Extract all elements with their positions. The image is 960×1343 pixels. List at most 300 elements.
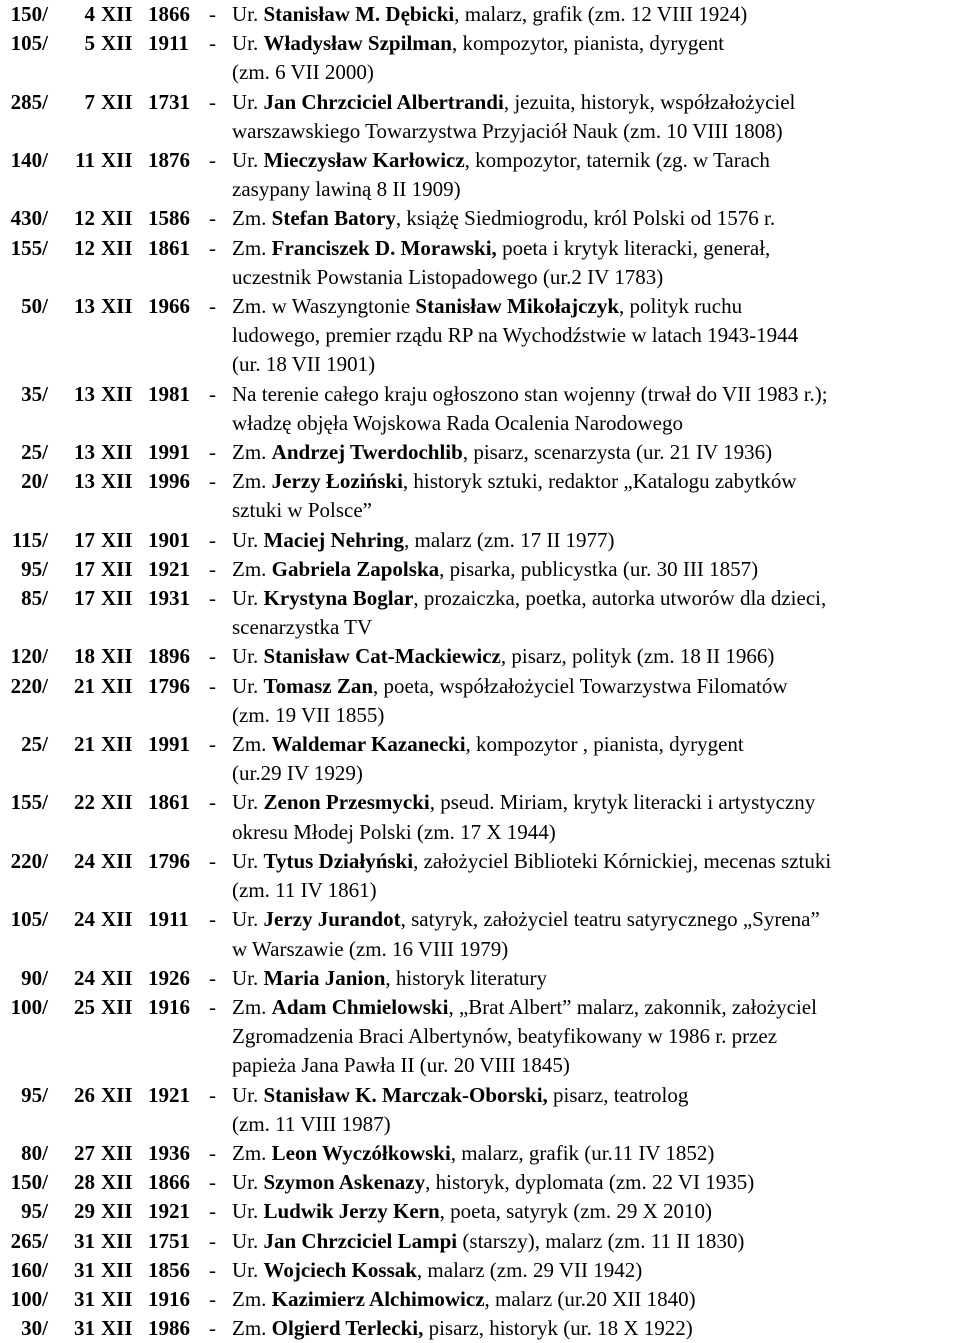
entry-date xyxy=(0,1314,232,1343)
anniversary-number: 160/ xyxy=(10,1257,48,1282)
entry-date xyxy=(0,964,232,993)
list-item xyxy=(0,1081,960,1139)
entry-year: 1911 xyxy=(148,31,189,56)
entry-day: 31 xyxy=(74,1316,95,1341)
list-item xyxy=(0,88,960,146)
entry-month: XII xyxy=(101,907,133,932)
entry-description: , pseud. Miriam, krytyk literacki i artystyczny okresu Młodej Polski (zm. 17 X 1944) xyxy=(232,790,816,844)
entry-day: 17 xyxy=(74,527,95,552)
entry-date xyxy=(0,555,232,584)
anniversary-number: 25/ xyxy=(21,440,48,465)
entry-prefix: Na terenie całego kraju ogłoszono stan wojenny (trwał do VII 1983 r.); władzę objęła Wojskowa Rada Ocalenia Narodowego xyxy=(232,381,828,435)
anniversary-number: 220/ xyxy=(10,848,48,873)
list-item xyxy=(0,234,960,292)
entry-year: 1926 xyxy=(148,965,190,990)
entry-day: 25 xyxy=(74,994,95,1019)
list-item xyxy=(0,555,960,584)
person-name: Franciszek D. Morawski, xyxy=(271,235,497,260)
entry-description: , malarz, grafik (zm. 12 VIII 1924) xyxy=(454,2,748,26)
person-name: Stefan Batory xyxy=(271,206,396,231)
list-item xyxy=(0,1197,960,1226)
entry-dash: - xyxy=(209,1140,216,1165)
entry-day: 26 xyxy=(74,1082,95,1107)
anniversary-number: 20/ xyxy=(21,469,48,494)
entry-day: 24 xyxy=(74,965,95,990)
entry-date xyxy=(0,0,232,29)
anniversary-number: 265/ xyxy=(10,1228,48,1253)
entry-day: 7 xyxy=(84,89,95,114)
person-name: Tytus Działyński xyxy=(263,848,414,873)
entry-dash: - xyxy=(209,89,216,114)
entry-day: 12 xyxy=(74,206,95,231)
entry-month: XII xyxy=(101,381,133,406)
entry-prefix: Zm. xyxy=(232,994,272,1019)
entry-dash: - xyxy=(209,148,216,173)
entry-description: pisarz, teatrolog (zm. 11 VIII 1987) xyxy=(232,1082,689,1136)
entry-date xyxy=(0,88,232,117)
entry-prefix: Ur. xyxy=(232,2,264,26)
entry-text xyxy=(232,642,960,671)
entry-day: 24 xyxy=(74,848,95,873)
entry-description: , kompozytor, taternik (zg. w Tarach zasypany lawiną 8 II 1909) xyxy=(232,148,770,202)
person-name: Tomasz Zan xyxy=(263,673,374,698)
person-name: Stanisław Mikołajczyk xyxy=(415,294,619,319)
person-name: Stanisław M. Dębicki xyxy=(263,2,455,26)
entry-day: 11 xyxy=(75,148,95,173)
entry-prefix: Ur. xyxy=(232,89,264,114)
person-name: Adam Chmielowski xyxy=(271,994,449,1019)
list-item xyxy=(0,730,960,788)
entry-text xyxy=(232,467,960,525)
anniversary-number: 80/ xyxy=(21,1140,48,1165)
entry-prefix: Zm. xyxy=(232,1140,272,1165)
person-name: Jan Chrzciciel Albertrandi xyxy=(263,89,504,114)
list-item xyxy=(0,642,960,671)
entry-text xyxy=(232,438,960,467)
anniversary-number: 155/ xyxy=(10,235,48,260)
entry-description: , satyryk, założyciel teatru satyrycznego „Syrena” w Warszawie (zm. 16 VIII 1979) xyxy=(232,907,820,961)
person-name: Krystyna Boglar xyxy=(263,586,414,611)
entry-month: XII xyxy=(101,89,133,114)
entry-prefix: Ur. xyxy=(232,848,264,873)
list-item xyxy=(0,1139,960,1168)
entry-prefix: Ur. xyxy=(232,586,264,611)
entry-date xyxy=(0,847,232,876)
entry-year: 1901 xyxy=(148,527,190,552)
entry-text xyxy=(232,847,960,905)
entry-dash: - xyxy=(209,469,216,494)
entry-day: 12 xyxy=(74,235,95,260)
entry-month: XII xyxy=(101,469,133,494)
entry-description: , pisarz, polityk (zm. 18 II 1966) xyxy=(500,644,775,669)
entry-year: 1796 xyxy=(148,848,190,873)
list-item xyxy=(0,146,960,204)
entry-dash: - xyxy=(209,556,216,581)
entry-year: 1866 xyxy=(148,2,190,26)
entry-month: XII xyxy=(101,1286,133,1311)
list-item xyxy=(0,204,960,233)
person-name: Leon Wyczółkowski xyxy=(271,1140,451,1165)
entry-prefix: Ur. xyxy=(232,1228,264,1253)
entry-day: 5 xyxy=(84,31,95,56)
entry-prefix: Zm. xyxy=(232,1286,272,1311)
entry-day: 21 xyxy=(74,732,95,757)
person-name: Jan Chrzciciel Lampi xyxy=(263,1228,458,1253)
entry-month: XII xyxy=(101,586,133,611)
entry-year: 1921 xyxy=(148,1082,190,1107)
anniversary-number: 85/ xyxy=(21,586,48,611)
entry-day: 17 xyxy=(74,586,95,611)
entry-day: 31 xyxy=(74,1228,95,1253)
entry-dash: - xyxy=(209,994,216,1019)
person-name: Maciej Nehring xyxy=(263,527,405,552)
person-name: Stanisław Cat-Mackiewicz xyxy=(263,644,501,669)
entry-date xyxy=(0,584,232,613)
entry-prefix: Zm. xyxy=(232,235,272,260)
entry-month: XII xyxy=(101,1140,133,1165)
entry-date xyxy=(0,204,232,233)
entry-year: 1931 xyxy=(148,586,190,611)
entry-month: XII xyxy=(101,2,133,26)
entry-text xyxy=(232,146,960,204)
entry-text xyxy=(232,1285,960,1314)
entry-date xyxy=(0,1256,232,1285)
entry-month: XII xyxy=(101,1170,133,1195)
entry-day: 13 xyxy=(74,381,95,406)
entry-description: , „Brat Albert” malarz, zakonnik, założyciel Zgromadzenia Braci Albertynów, beatyfikowany w 1986 r. przez papieża Jana Pawła II (ur. 20 VIII 1845) xyxy=(232,994,817,1078)
entry-month: XII xyxy=(101,673,133,698)
entry-text xyxy=(232,1081,960,1139)
entry-description: , historyk, dyplomata (zm. 22 VI 1935) xyxy=(425,1170,755,1195)
entry-prefix: Ur. xyxy=(232,673,264,698)
entry-month: XII xyxy=(101,527,133,552)
entry-text xyxy=(232,584,960,642)
entry-date xyxy=(0,672,232,701)
person-name: Zenon Przesmycki xyxy=(263,790,430,815)
entry-year: 1916 xyxy=(148,994,190,1019)
entry-prefix: Zm. xyxy=(232,469,272,494)
anniversary-number: 105/ xyxy=(10,31,48,56)
entry-dash: - xyxy=(209,907,216,932)
anniversary-number: 140/ xyxy=(10,148,48,173)
anniversary-number: 150/ xyxy=(10,2,48,26)
entry-year: 1916 xyxy=(148,1286,190,1311)
entry-date xyxy=(0,1227,232,1256)
entry-dash: - xyxy=(209,235,216,260)
entry-description: , poeta, współzałożyciel Towarzystwa Filomatów (zm. 19 VII 1855) xyxy=(232,673,788,727)
entry-text xyxy=(232,204,960,233)
entry-day: 18 xyxy=(74,644,95,669)
person-name: Władysław Szpilman xyxy=(263,31,452,56)
entry-day: 29 xyxy=(74,1199,95,1224)
entry-text xyxy=(232,1314,960,1343)
entry-day: 4 xyxy=(84,2,95,26)
entry-text xyxy=(232,672,960,730)
entry-text xyxy=(232,1227,960,1256)
entry-prefix: Ur. xyxy=(232,31,264,56)
entry-dash: - xyxy=(209,527,216,552)
entry-date xyxy=(0,1285,232,1314)
entry-date xyxy=(0,526,232,555)
anniversary-number: 95/ xyxy=(21,1082,48,1107)
person-name: Gabriela Zapolska xyxy=(271,556,440,581)
entry-text xyxy=(232,788,960,846)
anniversary-number: 120/ xyxy=(10,644,48,669)
list-item xyxy=(0,905,960,963)
person-name: Ludwik Jerzy Kern xyxy=(263,1199,440,1224)
person-name: Jerzy Łoziński xyxy=(271,469,403,494)
entry-month: XII xyxy=(101,556,133,581)
entry-date xyxy=(0,905,232,934)
entry-dash: - xyxy=(209,1199,216,1224)
entry-year: 1921 xyxy=(148,1199,190,1224)
entry-prefix: Zm. xyxy=(232,206,272,231)
entry-month: XII xyxy=(101,1257,133,1282)
entry-day: 28 xyxy=(74,1170,95,1195)
entry-month: XII xyxy=(101,790,133,815)
entry-day: 31 xyxy=(74,1286,95,1311)
person-name: Maria Janion xyxy=(263,965,386,990)
entry-dash: - xyxy=(209,206,216,231)
entry-year: 1586 xyxy=(148,206,190,231)
anniversary-number: 430/ xyxy=(10,206,48,231)
entry-prefix: Zm. xyxy=(232,732,272,757)
entry-month: XII xyxy=(101,31,133,56)
entry-dash: - xyxy=(209,848,216,873)
person-name: Andrzej Twerdochlib xyxy=(271,440,463,465)
entry-prefix: Zm. w Waszyngtonie xyxy=(232,294,416,319)
entry-year: 1861 xyxy=(148,235,190,260)
anniversary-number: 105/ xyxy=(10,907,48,932)
anniversary-number: 35/ xyxy=(21,381,48,406)
list-item xyxy=(0,292,960,380)
entry-text xyxy=(232,905,960,963)
entry-prefix: Ur. xyxy=(232,1257,264,1282)
entry-text xyxy=(232,0,960,29)
entry-description: , założyciel Biblioteki Kórnickiej, mecenas sztuki (zm. 11 IV 1861) xyxy=(232,848,832,903)
entry-year: 1876 xyxy=(148,148,190,173)
entry-day: 21 xyxy=(74,673,95,698)
entry-text xyxy=(232,29,960,87)
entry-description: , prozaiczka, poetka, autorka utworów dla dzieci, scenarzystka TV xyxy=(232,586,827,640)
anniversary-number: 115/ xyxy=(11,527,48,552)
entry-prefix: Ur. xyxy=(232,1170,264,1195)
entry-dash: - xyxy=(209,31,216,56)
entry-date xyxy=(0,438,232,467)
entry-year: 1966 xyxy=(148,294,190,319)
anniversary-number: 100/ xyxy=(10,994,48,1019)
list-item xyxy=(0,964,960,993)
entry-text xyxy=(232,1197,960,1226)
entry-dash: - xyxy=(209,294,216,319)
entry-dash: - xyxy=(209,732,216,757)
entry-dash: - xyxy=(209,586,216,611)
list-item xyxy=(0,672,960,730)
entry-description: , poeta, satyryk (zm. 29 X 2010) xyxy=(439,1199,713,1224)
entry-date xyxy=(0,292,232,321)
entry-description: , polityk ruchu ludowego, premier rządu RP na Wychodźstwie w latach 1943-1944 (ur. 18 VII 1901) xyxy=(232,294,799,377)
person-name: Waldemar Kazanecki xyxy=(271,732,466,757)
entry-year: 1861 xyxy=(148,790,190,815)
entry-month: XII xyxy=(101,440,133,465)
list-item xyxy=(0,29,960,87)
entry-description: , historyk literatury xyxy=(385,965,547,990)
entry-date xyxy=(0,730,232,759)
list-item xyxy=(0,1285,960,1314)
entry-day: 13 xyxy=(74,469,95,494)
list-item xyxy=(0,0,960,29)
entry-prefix: Ur. xyxy=(232,790,264,815)
entry-month: XII xyxy=(101,1199,133,1224)
entry-year: 1936 xyxy=(148,1140,190,1165)
entry-day: 13 xyxy=(74,440,95,465)
entry-text xyxy=(232,1256,960,1285)
entry-date xyxy=(0,380,232,409)
entry-prefix: Ur. xyxy=(232,965,264,990)
anniversary-number: 95/ xyxy=(21,1199,48,1224)
entry-description: (starszy), malarz (zm. 11 II 1830) xyxy=(457,1228,745,1253)
person-name: Kazimierz Alchimowicz xyxy=(271,1286,485,1311)
entry-year: 1981 xyxy=(148,381,190,406)
entry-prefix: Zm. xyxy=(232,556,272,581)
entry-description: , pisarz, scenarzysta (ur. 21 IV 1936) xyxy=(462,440,773,465)
anniversary-number: 90/ xyxy=(21,965,48,990)
entry-description: , malarz (ur.20 XII 1840) xyxy=(484,1286,696,1311)
entry-description: , malarz (zm. 17 II 1977) xyxy=(404,527,615,552)
person-name: Stanisław K. Marczak-Oborski, xyxy=(263,1082,548,1107)
entry-prefix: Ur. xyxy=(232,907,264,932)
entry-prefix: Ur. xyxy=(232,644,264,669)
entry-description: pisarz, historyk (ur. 18 X 1922) xyxy=(423,1316,693,1341)
entry-dash: - xyxy=(209,381,216,406)
entry-prefix: Zm. xyxy=(232,1316,272,1341)
entry-year: 1856 xyxy=(148,1257,190,1282)
entry-text xyxy=(232,88,960,146)
person-name: Szymon Askenazy xyxy=(263,1170,426,1195)
entry-day: 27 xyxy=(74,1140,95,1165)
entry-day: 24 xyxy=(74,907,95,932)
entry-text xyxy=(232,1168,960,1197)
entry-year: 1986 xyxy=(148,1316,190,1341)
list-item xyxy=(0,1227,960,1256)
entry-date xyxy=(0,1081,232,1110)
entry-date xyxy=(0,1168,232,1197)
entry-text xyxy=(232,730,960,788)
entry-year: 1896 xyxy=(148,644,190,669)
entry-description: poeta i krytyk literacki, generał, uczestnik Powstania Listopadowego (ur.2 IV 1783) xyxy=(232,235,771,289)
anniversary-number: 30/ xyxy=(21,1316,48,1341)
anniversary-number: 150/ xyxy=(10,1170,48,1195)
entry-date xyxy=(0,234,232,263)
entry-day: 31 xyxy=(74,1257,95,1282)
entry-dash: - xyxy=(209,790,216,815)
entry-description: , historyk sztuki, redaktor „Katalogu zabytków sztuki w Polsce” xyxy=(232,469,797,523)
entry-text xyxy=(232,234,960,292)
entry-dash: - xyxy=(209,965,216,990)
entry-dash: - xyxy=(209,440,216,465)
entry-dash: - xyxy=(209,1170,216,1195)
entry-date xyxy=(0,1139,232,1168)
entry-description: , jezuita, historyk, współzałożyciel warszawskiego Towarzystwa Przyjaciół Nauk (zm. 10 VIII 1808) xyxy=(232,89,796,143)
anniversary-number: 95/ xyxy=(21,556,48,581)
list-item xyxy=(0,526,960,555)
entry-date xyxy=(0,993,232,1022)
entry-day: 22 xyxy=(74,790,95,815)
entry-text xyxy=(232,964,960,993)
entry-day: 13 xyxy=(74,294,95,319)
entry-dash: - xyxy=(209,1082,216,1107)
list-item xyxy=(0,993,960,1081)
entry-description: , pisarka, publicystka (ur. 30 III 1857) xyxy=(439,556,759,581)
entry-description: , kompozytor , pianista, dyrygent (ur.29 IV 1929) xyxy=(232,732,744,786)
list-item xyxy=(0,438,960,467)
entry-year: 1796 xyxy=(148,673,190,698)
entry-text xyxy=(232,993,960,1081)
entry-year: 1991 xyxy=(148,732,190,757)
entry-year: 1731 xyxy=(148,89,190,114)
entry-year: 1911 xyxy=(148,907,189,932)
entry-text xyxy=(232,1139,960,1168)
entry-month: XII xyxy=(101,644,133,669)
entry-month: XII xyxy=(101,1316,133,1341)
entry-month: XII xyxy=(101,994,133,1019)
entry-prefix: Ur. xyxy=(232,1082,264,1107)
person-name: Jerzy Jurandot xyxy=(263,907,401,932)
entry-month: XII xyxy=(101,235,133,260)
entry-date xyxy=(0,642,232,671)
entry-date xyxy=(0,467,232,496)
entry-year: 1996 xyxy=(148,469,190,494)
entry-month: XII xyxy=(101,848,133,873)
entry-dash: - xyxy=(209,1286,216,1311)
list-item xyxy=(0,1314,960,1343)
entry-year: 1991 xyxy=(148,440,190,465)
entry-month: XII xyxy=(101,1082,133,1107)
entry-description: , malarz (zm. 29 VII 1942) xyxy=(416,1257,643,1282)
person-name: Wojciech Kossak xyxy=(263,1257,417,1282)
entry-prefix: Ur. xyxy=(232,527,264,552)
anniversary-number: 25/ xyxy=(21,732,48,757)
anniversary-number: 155/ xyxy=(10,790,48,815)
entry-dash: - xyxy=(209,1316,216,1341)
entry-text xyxy=(232,292,960,380)
entry-text xyxy=(232,526,960,555)
entry-month: XII xyxy=(101,1228,133,1253)
list-item xyxy=(0,467,960,525)
entry-prefix: Ur. xyxy=(232,1199,264,1224)
entry-year: 1921 xyxy=(148,556,190,581)
entry-dash: - xyxy=(209,1257,216,1282)
entry-dash: - xyxy=(209,673,216,698)
entry-date xyxy=(0,1197,232,1226)
entry-date xyxy=(0,29,232,58)
list-item xyxy=(0,1256,960,1285)
list-item xyxy=(0,584,960,642)
person-name: Olgierd Terlecki, xyxy=(271,1316,424,1341)
entry-day: 17 xyxy=(74,556,95,581)
entry-dash: - xyxy=(209,2,216,26)
entry-date xyxy=(0,146,232,175)
entry-month: XII xyxy=(101,148,133,173)
entry-dash: - xyxy=(209,1228,216,1253)
entry-month: XII xyxy=(101,294,133,319)
anniversary-number: 285/ xyxy=(10,89,48,114)
entry-text xyxy=(232,555,960,584)
list-item xyxy=(0,847,960,905)
entry-description: , książę Siedmiogrodu, król Polski od 1576 r. xyxy=(395,206,776,231)
anniversary-number: 50/ xyxy=(21,294,48,319)
entry-text xyxy=(232,380,960,438)
